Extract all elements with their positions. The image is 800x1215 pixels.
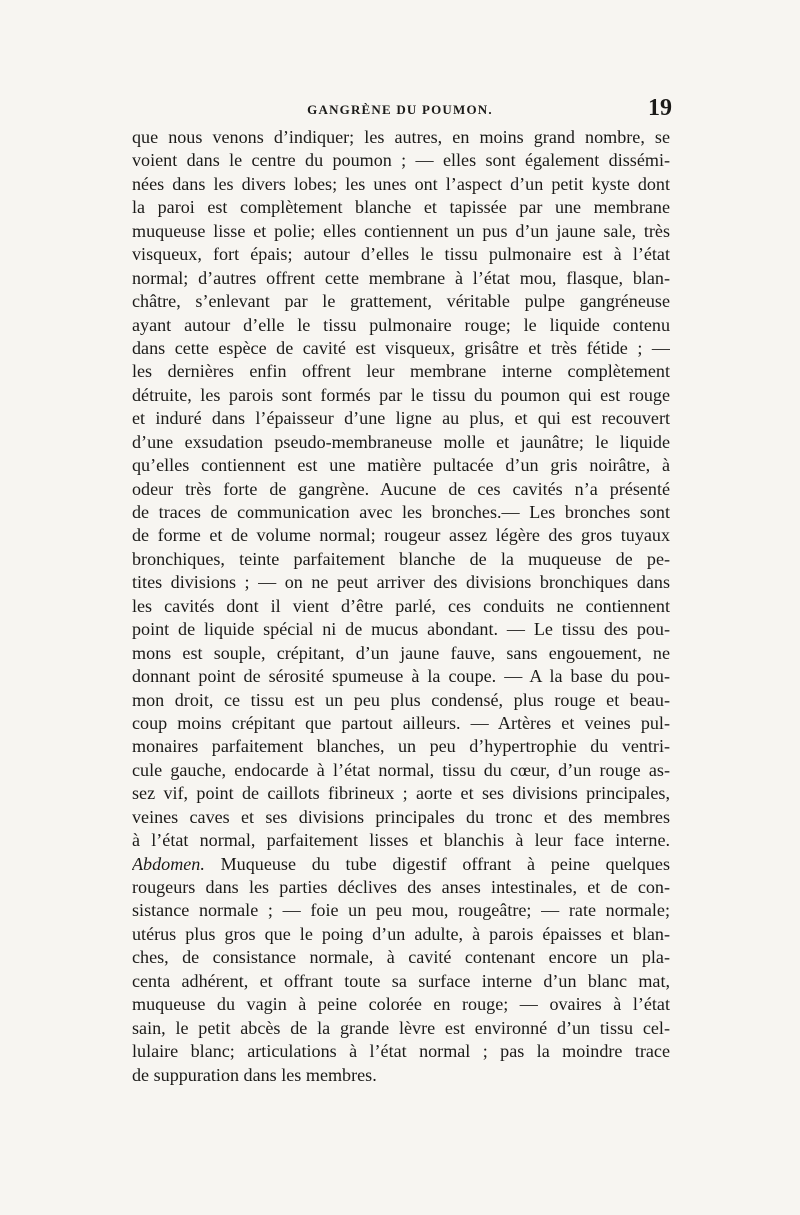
abdomen-first-line [132,853,670,876]
text-line: les cavités dont il vient d’être parlé, ces conduits ne contiennent [132,595,670,616]
text-line: muqueuse du vagin à peine colorée en rouge; — ovaires à l’état [132,994,670,1015]
text-line: voient dans le centre du poumon ; — elles sont également dissémi- [132,150,670,171]
text-line: la paroi est complètement blanche et tapissée par une membrane [132,197,670,218]
page-number: 19 [648,95,672,121]
text-line: de suppuration dans les membres. [132,1064,377,1085]
text-line: nées dans les divers lobes; les unes ont l’aspect d’un petit kyste dont [132,173,670,194]
text-line: de forme et de volume normal; rougeur assez légère des gros tuyaux [132,525,670,546]
text-line: dans cette espèce de cavité est visqueux, grisâtre et très fétide ; — [132,337,670,358]
text-line: veines caves et ses divisions principales du tronc et des membres [132,806,670,827]
text-line: sistance normale ; — foie un peu mou, rougeâtre; — rate normale; [132,900,670,921]
text-line: normal; d’autres offrent cette membrane à l’état mou, flasque, blan- [132,267,670,288]
text-line: les dernières enfin offrent leur membrane interne complètement [132,361,670,382]
text-line: sain, le petit abcès de la grande lèvre est environné d’un tissu cel- [132,1017,670,1038]
text-line: cule gauche, endocarde à l’état normal, tissu du cœur, d’un rouge as- [132,759,670,780]
text-line: de traces de communication avec les bronches.— Les bronches sont [132,502,670,522]
body-text [132,126,670,1085]
text-line: centa adhérent, et offrant toute sa surface interne d’un blanc mat, [132,970,670,991]
text-line: odeur très forte de gangrène. Aucune de ces cavités n’a présenté [132,478,670,499]
text-line: rougeurs dans les parties déclives des anses intestinales, et de con- [132,877,670,897]
section-title-abdomen: Abdomen. [132,853,205,874]
text-line: ches, de consistance normale, à cavité contenant encore un pla- [132,947,670,968]
text-line: que nous venons d’indiquer; les autres, en moins grand nombre, se [132,127,670,147]
abdomen-first-line-text: Muqueuse du tube digestif offrant à peine quelques [204,853,670,874]
text-line: donnant point de sérosité spumeuse à la coupe. — A la base du pou- [132,666,670,687]
text-line: coup moins crépitant que partout ailleurs. — Artères et veines pul- [132,712,670,733]
text-line: tites divisions ; — on ne peut arriver des divisions bronchiques dans [132,572,670,593]
text-line: mons est souple, crépitant, d’un jaune fauve, sans engouement, ne [132,642,670,663]
text-line: visqueux, fort épais; autour d’elles le tissu pulmonaire est à l’état [132,244,670,265]
text-line: sez vif, point de caillots fibrineux ; aorte et ses divisions principales, [132,783,670,804]
text-line: utérus plus gros que le poing d’un adulte, à parois épaisses et blan- [132,923,670,944]
text-line: monaires parfaitement blanches, un peu d’hypertrophie du ventri- [132,736,670,757]
text-line: qu’elles contiennent est une matière pultacée d’un gris noirâtre, à [132,455,670,476]
text-line: point de liquide spécial ni de mucus abondant. — Le tissu des pou- [132,619,670,640]
text-line: châtre, s’enlevant par le grattement, véritable pulpe gangréneuse [132,291,670,312]
text-line: bronchiques, teinte parfaitement blanche de la muqueuse de pe- [132,548,670,569]
text-line: détruite, les parois sont formés par le tissu du poumon qui est rouge [132,384,670,405]
running-title: GANGRÈNE DU POUMON. [307,102,493,117]
text-line: et induré dans l’épaisseur d’une ligne au plus, et qui est recouvert [132,408,670,429]
text-line: ayant autour d’elle le tissu pulmonaire rouge; le liquide contenu [132,314,670,335]
running-head [128,95,672,122]
text-line: à l’état normal, parfaitement lisses et blanchis à leur face interne. [132,830,670,851]
text-line: mon droit, ce tissu est un peu plus condensé, plus rouge et beau- [132,689,670,710]
text-line: muqueuse lisse et polie; elles contiennent un pus d’un jaune sale, très [132,220,670,241]
text-line: d’une exsudation pseudo-membraneuse molle et jaunâtre; le liquide [132,431,670,452]
text-line: lulaire blanc; articulations à l’état normal ; pas la moindre trace [132,1041,670,1062]
